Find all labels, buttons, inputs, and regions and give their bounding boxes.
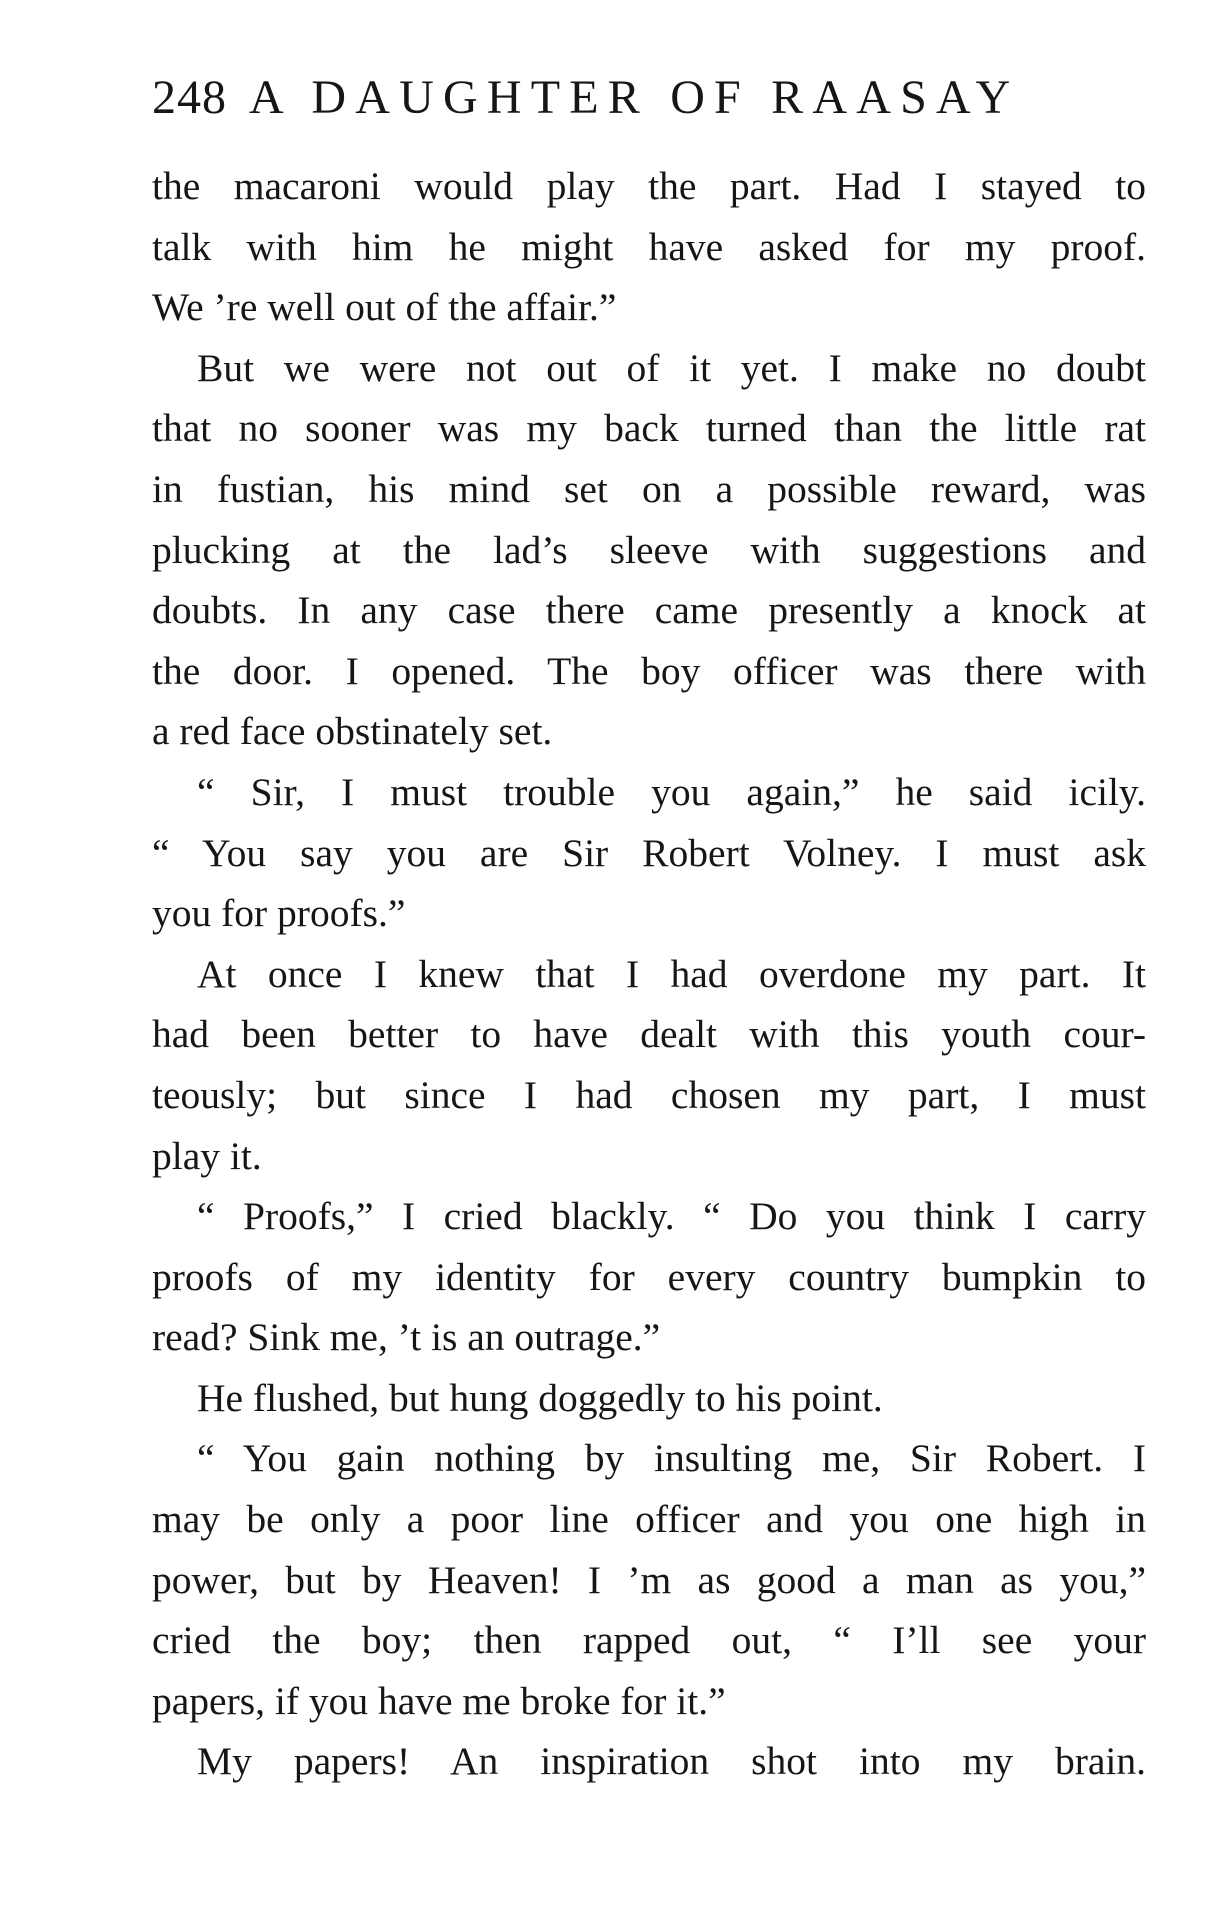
text-line: had been better to have dealt with this youth cour- <box>152 1012 1146 1057</box>
text-line: He flushed, but hung doggedly to his point. <box>197 1375 883 1420</box>
running-title: A DAUGHTER OF RAASAY <box>249 71 1020 124</box>
text-line: We ’re well out of the affair.” <box>152 285 617 330</box>
text-line: plucking at the lad’s sleeve with suggestions and <box>152 527 1146 572</box>
text-line: doubts. In any case there came presently a knock at <box>152 588 1146 633</box>
text-line: the macaroni would play the part. Had I stayed to <box>152 164 1146 208</box>
text-line: play it. <box>152 1133 262 1178</box>
text-line: My papers! An inspiration shot into my brain. <box>197 1739 1146 1784</box>
text-line: papers, if you have me broke for it.” <box>152 1678 726 1723</box>
text-line: But we were not out of it yet. I make no doubt <box>197 345 1146 390</box>
text-line: you for proofs.” <box>152 891 406 936</box>
text-line: teously; but since I had chosen my part, I must <box>152 1072 1146 1117</box>
text-line: At once I knew that I had overdone my part. It <box>197 951 1146 996</box>
body-text <box>152 156 1146 1792</box>
page-number: 248 <box>152 71 227 124</box>
text-line: “ Proofs,” I cried blackly. “ Do you think I carry <box>197 1194 1146 1239</box>
text-line: talk with him he might have asked for my proof. <box>152 224 1146 269</box>
text-line: the door. I opened. The boy officer was there with <box>152 648 1146 693</box>
running-header <box>152 66 1130 130</box>
text-line: in fustian, his mind set on a possible reward, was <box>152 466 1146 511</box>
text-line: power, but by Heaven! I ’m as good a man as you,” <box>152 1557 1146 1602</box>
text-line: that no sooner was my back turned than the little rat <box>152 406 1146 451</box>
text-line: “ Sir, I must trouble you again,” he said icily. <box>197 769 1146 814</box>
text-line: read? Sink me, ’t is an outrage.” <box>152 1315 661 1360</box>
text-line: cried the boy; then rapped out, “ I’ll see your <box>152 1618 1146 1663</box>
text-line: a red face obstinately set. <box>152 709 553 754</box>
text-line: proofs of my identity for every country bumpkin to <box>152 1254 1146 1299</box>
text-line: may be only a poor line officer and you one high in <box>152 1497 1146 1542</box>
text-line: “ You say you are Sir Robert Volney. I must ask <box>152 830 1146 875</box>
text-line: “ You gain nothing by insulting me, Sir Robert. I <box>197 1436 1146 1481</box>
